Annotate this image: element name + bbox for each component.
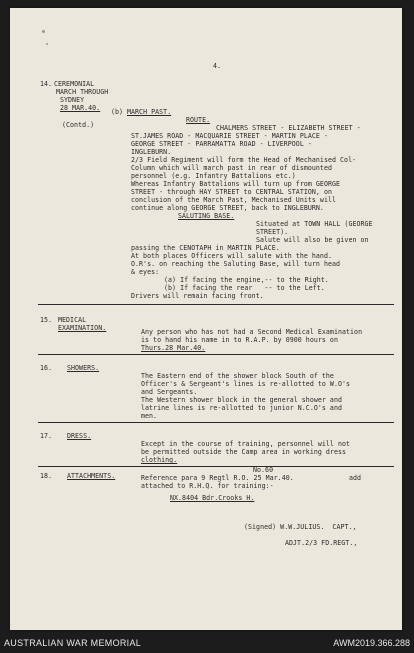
saluting-base-line: Salute will also be given on [256,236,369,244]
archive-footer [0,634,414,653]
body-line: personnel (e.g. Infantry Battalions etc.) [131,172,296,180]
section-15-line: Thurs.28 Mar.40. [141,344,206,352]
section-15-line: Any person who has not had a Second Medical Examination [141,328,363,336]
saluting-base-line: O.R's. on reaching the Saluting Base, will turn head [131,260,341,268]
signature-line: (Signed) W.W.JULIUS. CAPT., [244,523,357,531]
section-18-number: 18. [40,472,53,480]
route-heading: ROUTE. [186,116,211,124]
section-15-number: 15. [40,316,53,324]
section-16-line: The Eastern end of the shower block South of the [141,372,334,380]
section-16-line: The Western shower block in the general shower and [141,396,342,404]
section-17-number: 17. [40,432,53,440]
saluting-base-line: & eyes: [131,268,160,276]
march-past-heading: MARCH PAST. [127,108,172,116]
route-line: CHALMERS STREET - ELIZABETH STREET - [216,124,361,132]
section-divider [38,466,394,467]
body-line: 2/3 Field Regiment will form the Head of Mechanised Col- [131,156,357,164]
route-line: INGLEBURN. [131,148,172,156]
document-page [10,8,402,630]
section-14-number: 14. [40,80,53,88]
section-14-title: CEREMONIAL [54,80,95,88]
route-line: GEORGE STREET - PARRAMATTA ROAD - LIVERPOOL - [131,140,312,148]
section-18-add: add [349,474,362,482]
body-line: continue along GEORGE STREET, back to INGLEBURN. [131,204,324,212]
section-divider [38,422,394,423]
saluting-base-line: At both places Officers will salute with the hand. [131,252,332,260]
subsection-b: (b) [111,108,124,116]
eyes-right-line: (a) If facing the engine,-- to the Right. [164,276,329,284]
section-16-line: Officer's & Sergeant's lines is re-allotted to W.O's [141,380,351,388]
body-line: STREET - through HAY STREET to CENTRAL STATION, on [131,188,332,196]
paper-mark [42,30,45,33]
section-16-number: 16. [40,364,53,372]
section-18-personnel: NX.8404 Bdr.Crooks H. [170,494,255,502]
section-18-line: Reference para 9 Regtl R.O. 25 Mar.40. [141,474,294,482]
body-line: Whereas Infantry Battalions will turn up from GEORGE [131,180,341,188]
section-17-title: DRESS. [67,432,92,440]
section-18-order-number: No.60 [253,466,274,474]
archive-name: AUSTRALIAN WAR MEMORIAL [4,638,142,648]
section-16-line: and Sergeants. [141,388,198,396]
section-16-title: SHOWERS. [67,364,100,372]
body-line: Column which will march past in rear of dismounted [131,164,332,172]
signature-title: ADJT.2/3 FD.REGT., [285,539,358,547]
drivers-line: Drivers will remain facing front. [131,292,264,300]
section-divider [38,304,394,305]
section-18-title: ATTACHMENTS. [67,472,116,480]
saluting-base-line: STREET). [256,228,289,236]
section-16-line: men. [141,412,158,420]
eyes-left-line: (b) If facing the rear -- to the Left. [164,284,325,292]
section-14-date: 28 MAR.40. [60,104,101,112]
archive-reference: AWM2019.366.288 [333,638,410,648]
section-divider [38,354,394,355]
section-14-title: MARCH THROUGH [56,88,109,96]
page-number: 4. [213,62,222,70]
saluting-base-line: passing the CENOTAPH in MARTIN PLACE. [131,244,280,252]
section-15-title: EXAMINATION. [58,324,107,332]
route-line: ST.JAMES ROAD - MACQUARIE STREET - MARTIN PLACE - [131,132,328,140]
section-17-line: Except in the course of training, personnel will not [141,440,351,448]
body-line: conclusion of the March Past, Mechanised Units will [131,196,337,204]
section-17-line: be permitted outside the Camp area in working dress [141,448,347,456]
saluting-base-heading: SALUTING BASE. [178,212,235,220]
section-15-line: is to hand his name in to R.A.P. by 0900 hours on [141,336,338,344]
paper-mark [46,43,48,45]
section-16-line: latrine lines is re-allotted to junior N.C.O's and [141,404,342,412]
section-15-title: MEDICAL [58,316,87,324]
section-14-contd: (Contd.) [62,121,95,129]
saluting-base-line: Situated at TOWN HALL (GEORGE [256,220,373,228]
section-14-title: SYDNEY [60,96,85,104]
section-17-line: clothing. [141,456,178,464]
section-18-line: attached to R.H.Q. for training:- [141,482,274,490]
